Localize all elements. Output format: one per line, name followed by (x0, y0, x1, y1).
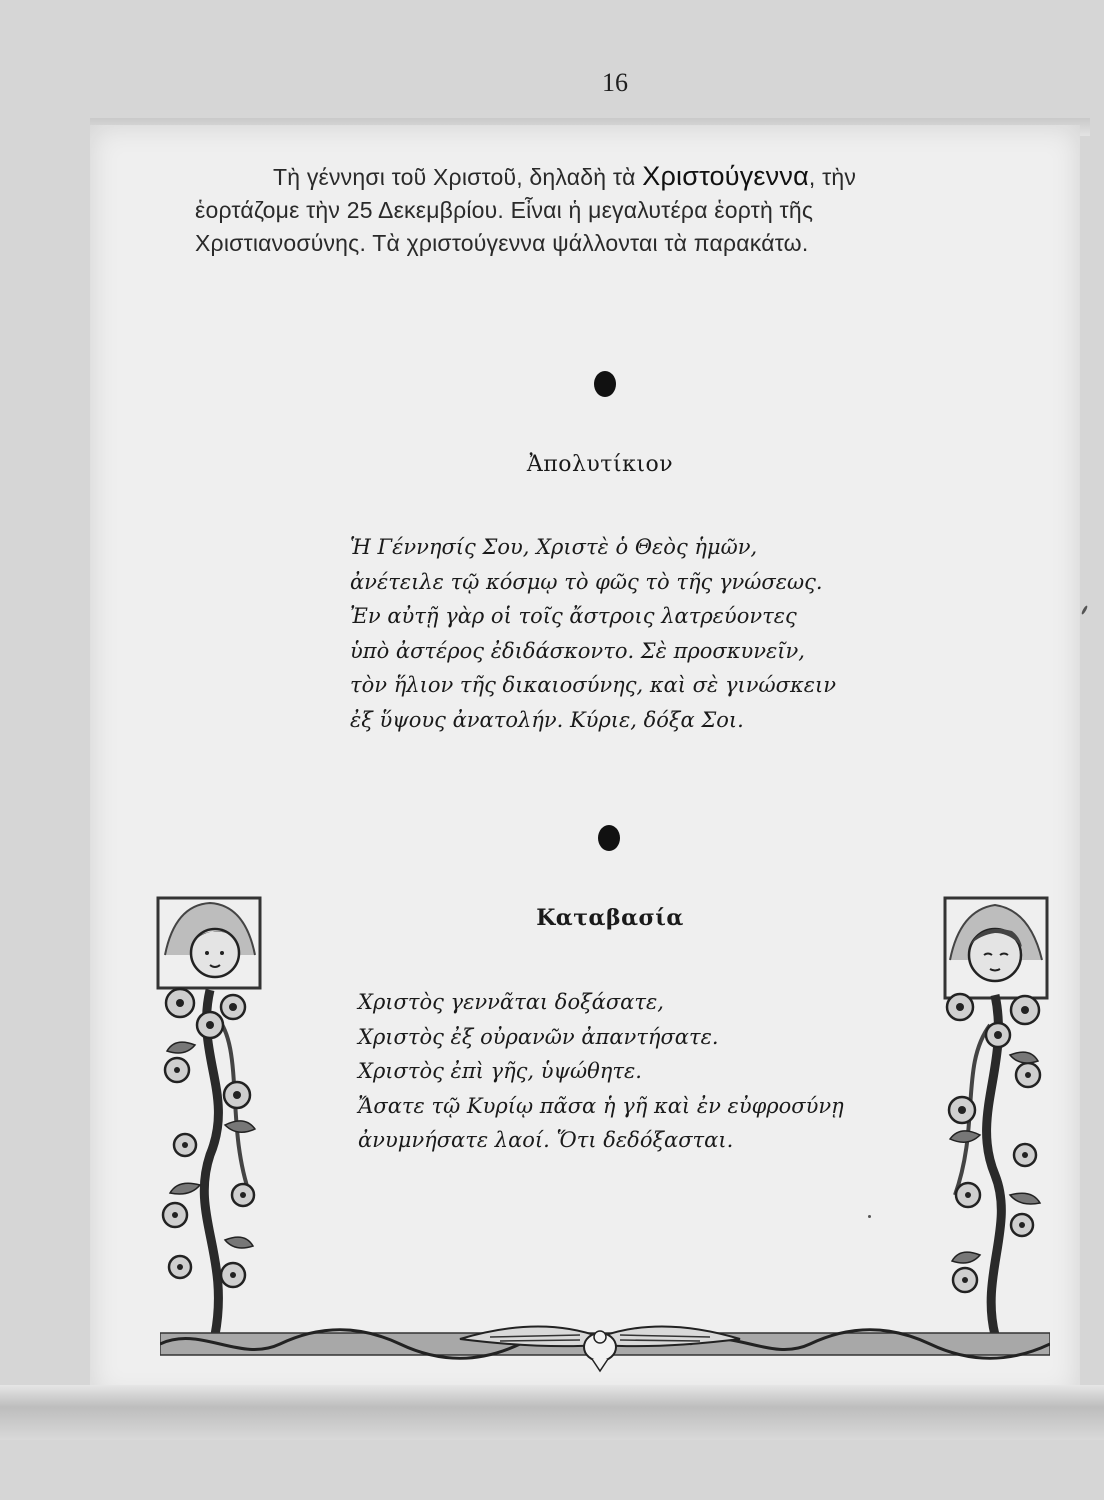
apolytikion-line: Ἐν αὐτῇ γὰρ οἱ τοῖς ἄστροις λατρεύοντες (350, 604, 797, 628)
katavasia-line: ἀνυμνήσατε λαοί. Ὅτι δεδόξασται. (358, 1128, 734, 1152)
intro-paragraph (195, 160, 1015, 260)
katavasia-title: Καταβασία (536, 905, 684, 931)
intro-line-1: Τὴ γέννησι τοῦ Χριστοῦ, δηλαδὴ τὰ Χριστούγεννα, τὴν (273, 161, 857, 191)
apolytikion-line: τὸν ἥλιον τῆς δικαιοσύνης, καὶ σὲ γινώσκειν (350, 673, 837, 697)
apolytikion-line: ἐξ ὕψους ἀνατολήν. Κύριε, δόξα Σοι. (350, 707, 744, 732)
section-bullet-icon (598, 825, 620, 851)
apolytikion-line: Ἡ Γέννησίς Σου, Χριστὲ ὁ Θεὸς ἡμῶν, (350, 535, 758, 559)
apolytikion-text (350, 530, 836, 737)
katavasia-line: Χριστὸς ἐξ οὐρανῶν ἀπαντήσατε. (358, 1024, 719, 1049)
apolytikion-title: Ἀπολυτίκιον (526, 452, 674, 477)
bottom-dove-ornament-band (160, 1315, 1050, 1375)
scan-speck (868, 1215, 871, 1218)
page-number: 16 (602, 68, 628, 97)
section-bullet-icon (594, 371, 616, 397)
katavasia-line: Χριστὸς ἐπὶ γῆς, ὑψώθητε. (358, 1059, 642, 1083)
right-floral-angel-ornament (940, 895, 1050, 1355)
left-floral-angel-ornament (155, 895, 265, 1355)
intro-line-3: Χριστιανοσύνης. Τὰ χριστούγεννα ψάλλονται τὰ παρακάτω. (195, 230, 809, 256)
katavasia-line: Ἄσατε τῷ Κυρίῳ πᾶσα ἡ γῆ καὶ ἐν εὐφροσύνῃ (358, 1093, 844, 1118)
katavasia-text (358, 985, 844, 1158)
scan-speck (1081, 605, 1089, 615)
katavasia-line: Χριστὸς γεννᾶται δοξάσατε, (358, 990, 664, 1014)
apolytikion-line: ἀνέτειλε τῷ κόσμῳ τὸ φῶς τὸ τῆς γνώσεως. (350, 569, 823, 594)
intro-emphasis: Χριστούγεννα (642, 161, 809, 191)
apolytikion-line: ὑπὸ ἀστέρος ἐδιδάσκοντο. Σὲ προσκυνεῖν, (350, 638, 805, 663)
intro-line-2: ἑορτάζομε τὴν 25 Δεκεμβρίου. Εἶναι ἡ μεγαλυτέρα ἑορτὴ τῆς (195, 197, 814, 223)
scan-shadow-bottom (0, 1385, 1104, 1440)
